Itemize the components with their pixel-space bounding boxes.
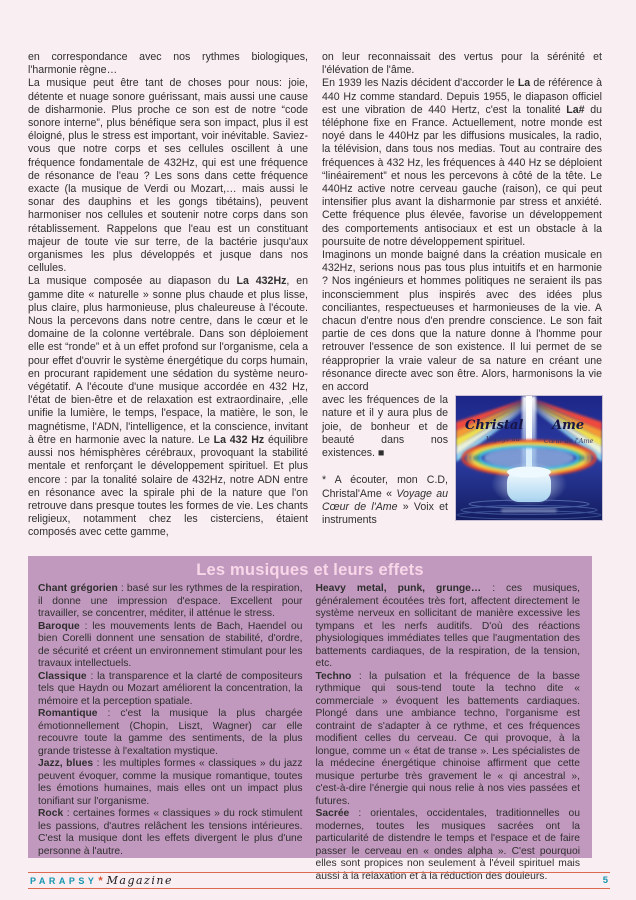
effects-entry-techno <box>316 671 581 809</box>
entry-body: : la pulsation et la fréquence de la basse rythmique qui sous-tend toute la techno dite « commerciale » évoquent les battements cardiaques. Plongé dans une ambiance techno, l'organisme est contraint de s'adapter à ce rythme, et ces fréquences modifient celles du cerveau. Ce qui provoque, à la longue, comme un « état de transe ». Les spécialistes de la médecine énergétique chinoise affirment que cette musique perturbe très gravement le « qi ancestral », c'est-à-dire l'énergie qui nous relie à nos vies passées et futures. <box>315 670 580 807</box>
effects-left-column <box>38 583 303 883</box>
cd-subtitle-left: Voyage au <box>486 435 520 444</box>
article-body <box>28 51 602 540</box>
entry-term: Techno <box>315 670 352 682</box>
paragraph: La musique composée au diapason du La 432Hz, en gamme dite « naturelle » sonne plus chaude et plus lisse, plus claire, plus harmonieuse, plus chaleureuse à l'écoute. Nous la percevons dans notre centre, dans le cœur et le domaine de la colonne vertébrale. Dans son déploiement elle est “ronde” et à un effet profond sur l'organisme, cela a pour effet d'ouvrir le système énergétique du corps humain, en procurant rapidement une sédation du système neuro-végétatif. A l'écoute d'une musique accordée en 432 Hz, l'état de bien-être et de relaxation est extraordinaire, ,elle unifie la lumière, le temps, l'espace, la matière, le son, le magnétisme, l'ADN, l'intelligence, et la conscience, invitant à être en harmonie avec la nature. Le La 432 Hz équilibre aussi nos hémisphères cérébraux, provoquant la stabilité mentale et renforçant le développement spirituel. Et plus encore : par la tonalité solaire de 432Hz, notre ADN entre en résonance avec la spirale phi de la nature que l'on retrouve dans presque toutes les formes de vie. Les chants religieux, notamment chez les cisterciens, étaient composés avec cette gamme, <box>28 275 309 539</box>
effects-entry-rock <box>38 808 303 858</box>
cd-title-right: Ame <box>552 418 585 434</box>
entry-body: : basé sur les rythmes de la respiration, il donne une impression d'espace. Excellent pour travailler, se concentrer, méditer, il atténue le stress. <box>38 583 303 619</box>
brand-name: PARAPSY <box>30 876 98 886</box>
paragraph: Imaginons un monde baigné dans la création musicale en 432Hz, serions nous pas tous plus intuitifs et en harmonie ? Nos ingénieurs et hommes politiques ne seraient ils pas inconsciemment plus inspirés avec des idées plus conciliantes, respectueuses et harmonieuses de la vie. A chacun d'entre nous d'en prendre conscience. Le son fait partie de ces dons que la nature donne à l'homme pour retrouver l'essence de son existence. Il lui permet de se réapproprier la vraie valeur de sa nature en créant une résonance directe avec son être. Alors, harmonisons la vie en accord <box>322 249 602 394</box>
effects-entry-heavy-metal <box>316 583 581 671</box>
effects-columns <box>28 579 592 883</box>
paragraph: on leur reconnaissait des vertus pour la sérénité et l'élévation de l'âme. <box>322 51 602 77</box>
page-number: 5 <box>602 875 608 886</box>
article-left-column <box>28 51 308 540</box>
entry-term: Chant grégorien <box>38 583 118 594</box>
entry-body: : orientales, occidentales, traditionnelles ou modernes, toutes les musiques sacrées ont la particularité de distendre le temps et l'espace et de faire passer le cerveau en « ondes alpha ». C'est pourquoi elles sont propices non seulement à l'éveil spirituel mais aussi à la relaxation et à la réduction des douleurs. <box>315 808 580 882</box>
paragraph: La musique peut être tant de choses pour nous: joie, détente et nuage sonore guérissant, mais aussi une cause de disharmonie. Plus proche ce son est de notre “code sonore interne”, plus bénéfique sera son impact, plus il est éloigné, plus le stress est important, voir inévitable. Saviez-vous que notre corps et ses cellules oscillent à une fréquence fondamentale de 432Hz, qui est une fréquence de résonance de l'eau ? Les sons dans cette fréquence exacte (la musique de Verdi ou Mozart,… mais aussi le sonar des dauphins et les gongs tibétains), peuvent harmoniser nos cellules et soutenir notre corps dans son rétablissement. Rappelons que l'eau est un constituant majeur de toute vie sur terre, de la bactérie jusqu'aux organismes les plus développés et jusque dans nos cellules. <box>28 77 308 275</box>
entry-body: : certaines formes « classiques » du rock stimulent les passions, d'autres relâchent les tensions intérieures. C'est la musique dont les effets divergent le plus d'une personne à l'autre. <box>38 808 303 857</box>
entry-body: : les multiples formes « classiques » du jazz peuvent évoquer, comme la musique romantique, toutes les émotions humaines, mais elles ont un impact plus tonifiant sur l'organisme. <box>38 758 303 807</box>
effects-entry-chant-gregorien <box>38 583 303 621</box>
entry-term: Rock <box>38 808 64 819</box>
effects-entry-classique <box>38 671 303 709</box>
entry-body: : la transparence et la clarté de compositeurs tels que Haydn ou Mozart améliorent la concentration, la mémoire et la perception spatiale. <box>38 670 303 707</box>
entry-term: Romantique <box>38 708 98 719</box>
effects-entry-baroque <box>38 621 303 671</box>
article-right-column <box>322 51 602 540</box>
paragraph: en correspondance avec nos rythmes biologiques, l'harmonie règne… <box>28 51 308 77</box>
cd-cover-image <box>456 396 602 520</box>
entry-term: Sacrée <box>315 808 350 819</box>
entry-term: Jazz, blues <box>38 758 94 769</box>
effects-right-column <box>316 583 581 883</box>
entry-body: : les mouvements lents de Bach, Haendel ou bien Corelli donnent une sensation de stabilité, d'ordre, de sécurité et créent un environnement stimulant pour les travaux intellectuels. <box>38 620 303 669</box>
entry-term: Classique <box>38 670 87 682</box>
cd-footnote: * A écouter, mon C.D, Christal'Ame « Voyage au Cœur de l'Ame » Voix et instruments <box>322 474 449 526</box>
asterisk-icon: * <box>98 875 103 887</box>
effects-entry-romantique <box>38 708 303 758</box>
effects-entry-jazz-blues <box>38 758 303 808</box>
entry-body: : c'est la musique la plus chargée émotionnellement (Chopin, Liszt, Wagner) car elle recouvre toute la gamme des sentiments, de la plus grande tristesse à l'exaltation mystique. <box>38 708 303 757</box>
paragraph: En 1939 les Nazis décident d'accorder le La de référence à 440 Hz comme standard. Depuis 1955, le diapason officiel est une vibration de 440 Hertz, c'est la tonalité La# du téléphone fixe en France. Actuellement, notre monde est noyé dans le 440Hz par les diffusions musicales, la radio, la télévision, dans tous nos medias. Tout au contraire des fréquences à 432 Hz, les fréquences à 440 Hz se déploient “linéairement” et nous les percevons à côté de la tête. Le 440Hz active notre cerveau gauche (raison), ce qui peut intensifier plus avant la disharmonie par stress et anxiété. Cette fréquence plus élevée, favorise un développement des comportements antisociaux et est un obstacle à la poursuite de notre développement spirituel. <box>322 77 602 248</box>
effects-box-title: Les musiques et leurs effets <box>196 561 424 579</box>
cd-title-left: Christal <box>465 418 524 434</box>
cd-bottom-caption-blur <box>501 508 557 513</box>
page-footer <box>28 872 610 889</box>
entry-body: : ces musiques, généralement écoutées très fort, affectent directement le système nerveux en sollicitant de manière excessive les tympans et les nerfs auditifs. D'où des réactions physiologiques immédiates telles que l'augmentation des battements cardiaques, de la respiration, de la tension, etc. <box>315 583 580 669</box>
magazine-brand <box>30 874 173 887</box>
brand-magazine-script: Magazine <box>106 874 173 887</box>
cd-subtitle-right: Cœur de l'Ame <box>544 437 594 446</box>
cd-artwork <box>456 396 602 520</box>
entry-term: Baroque <box>38 620 80 632</box>
paragraph: avec les fréquences de la nature et il y aura plus de joie, de bonheur et de beauté dans nos existences. ■ <box>322 394 448 460</box>
entry-term: Heavy metal, punk, grunge… <box>315 583 482 594</box>
cd-wrap-zone <box>322 394 602 527</box>
crystal-bowl <box>491 462 567 506</box>
